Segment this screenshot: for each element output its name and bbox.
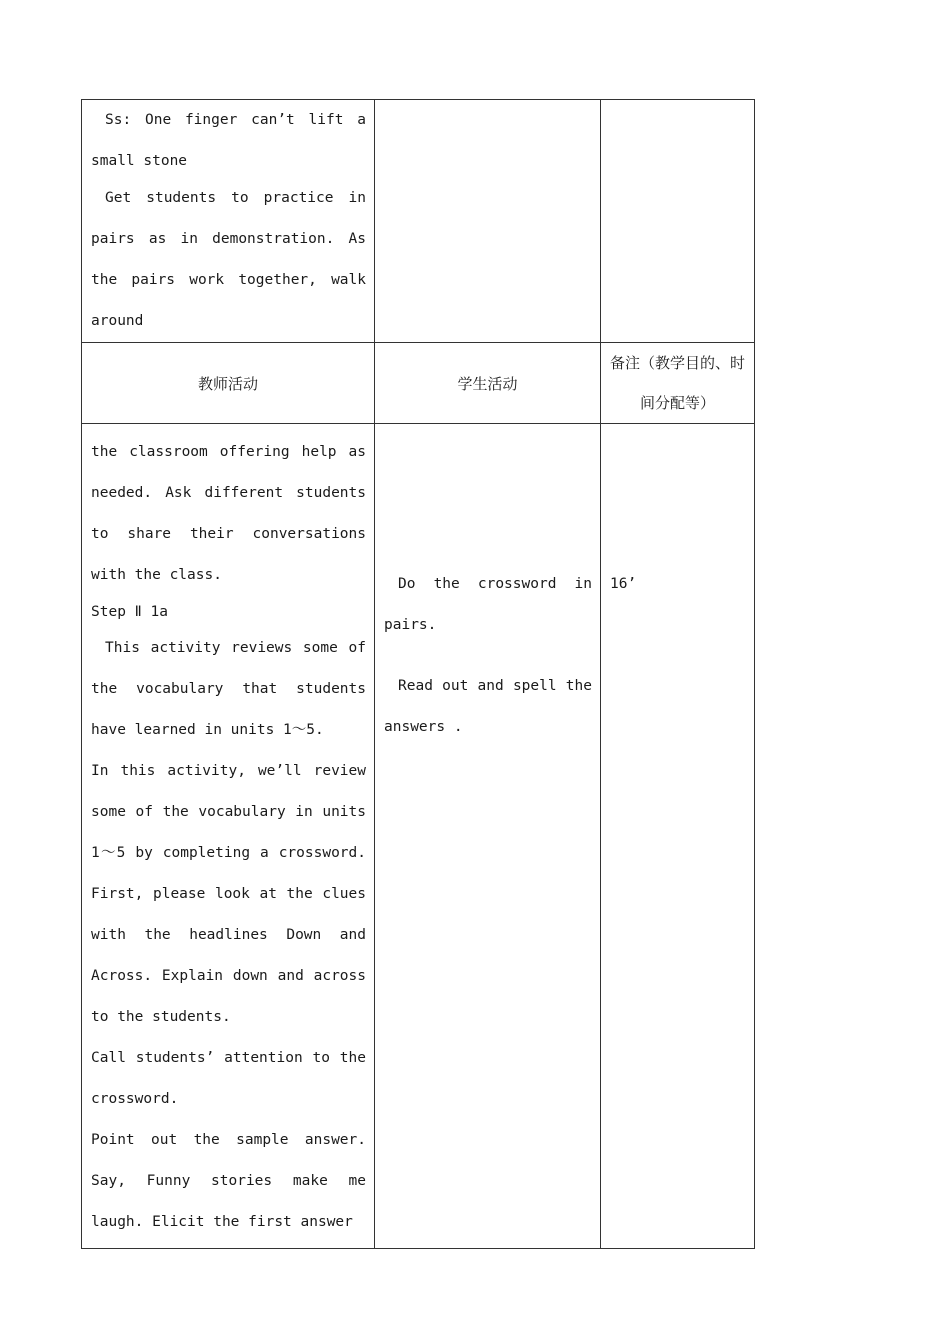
instruction-paragraph: Point out the sample answer. Say, Funny stories make me laugh. Elicit the first answer <box>91 1132 366 1230</box>
student-activity-header-cell <box>375 343 601 424</box>
teacher-activity-header-cell <box>82 343 375 424</box>
teacher-activity-cell <box>82 424 375 1249</box>
table-row <box>82 100 755 343</box>
student-activity-text: Read out and spell the answers . <box>384 678 592 735</box>
step-heading: Step Ⅱ 1a <box>91 604 168 620</box>
dialogue-line: Ss: One finger can’t lift a small stone <box>91 112 366 169</box>
table-row <box>82 424 755 1249</box>
student-activity-cell <box>375 100 601 343</box>
table-header-row <box>82 343 755 424</box>
note-header: 备注（教学目的、时间分配等） <box>609 354 745 412</box>
teacher-activity-header: 教师活动 <box>197 374 258 393</box>
student-activity-cell <box>375 424 601 1249</box>
teacher-activity-cell <box>82 100 375 343</box>
instruction-paragraph: This activity reviews some of the vocabulary that students have learned in units 1～5. <box>91 640 366 738</box>
lesson-plan-table <box>81 99 755 1249</box>
instruction-paragraph: Call students’ attention to the crossword. <box>91 1050 366 1107</box>
note-header-cell <box>601 343 755 424</box>
instruction-paragraph: Get students to practice in pairs as in demonstration. As the pairs work together, walk around <box>91 190 366 329</box>
note-cell <box>601 100 755 343</box>
time-allocation: 16’ <box>610 576 637 592</box>
student-activity-header: 学生活动 <box>457 374 518 393</box>
instruction-paragraph: In this activity, we’ll review some of the vocabulary in units 1～5 by completing a crossword. First, please look at the clues with the headlines Down and Across. Explain down and across to the students. <box>91 763 366 1025</box>
note-cell <box>601 424 755 1249</box>
instruction-paragraph: the classroom offering help as needed. Ask different students to share their conversations with the class. <box>91 444 366 583</box>
student-activity-text: Do the crossword in pairs. <box>384 576 592 633</box>
